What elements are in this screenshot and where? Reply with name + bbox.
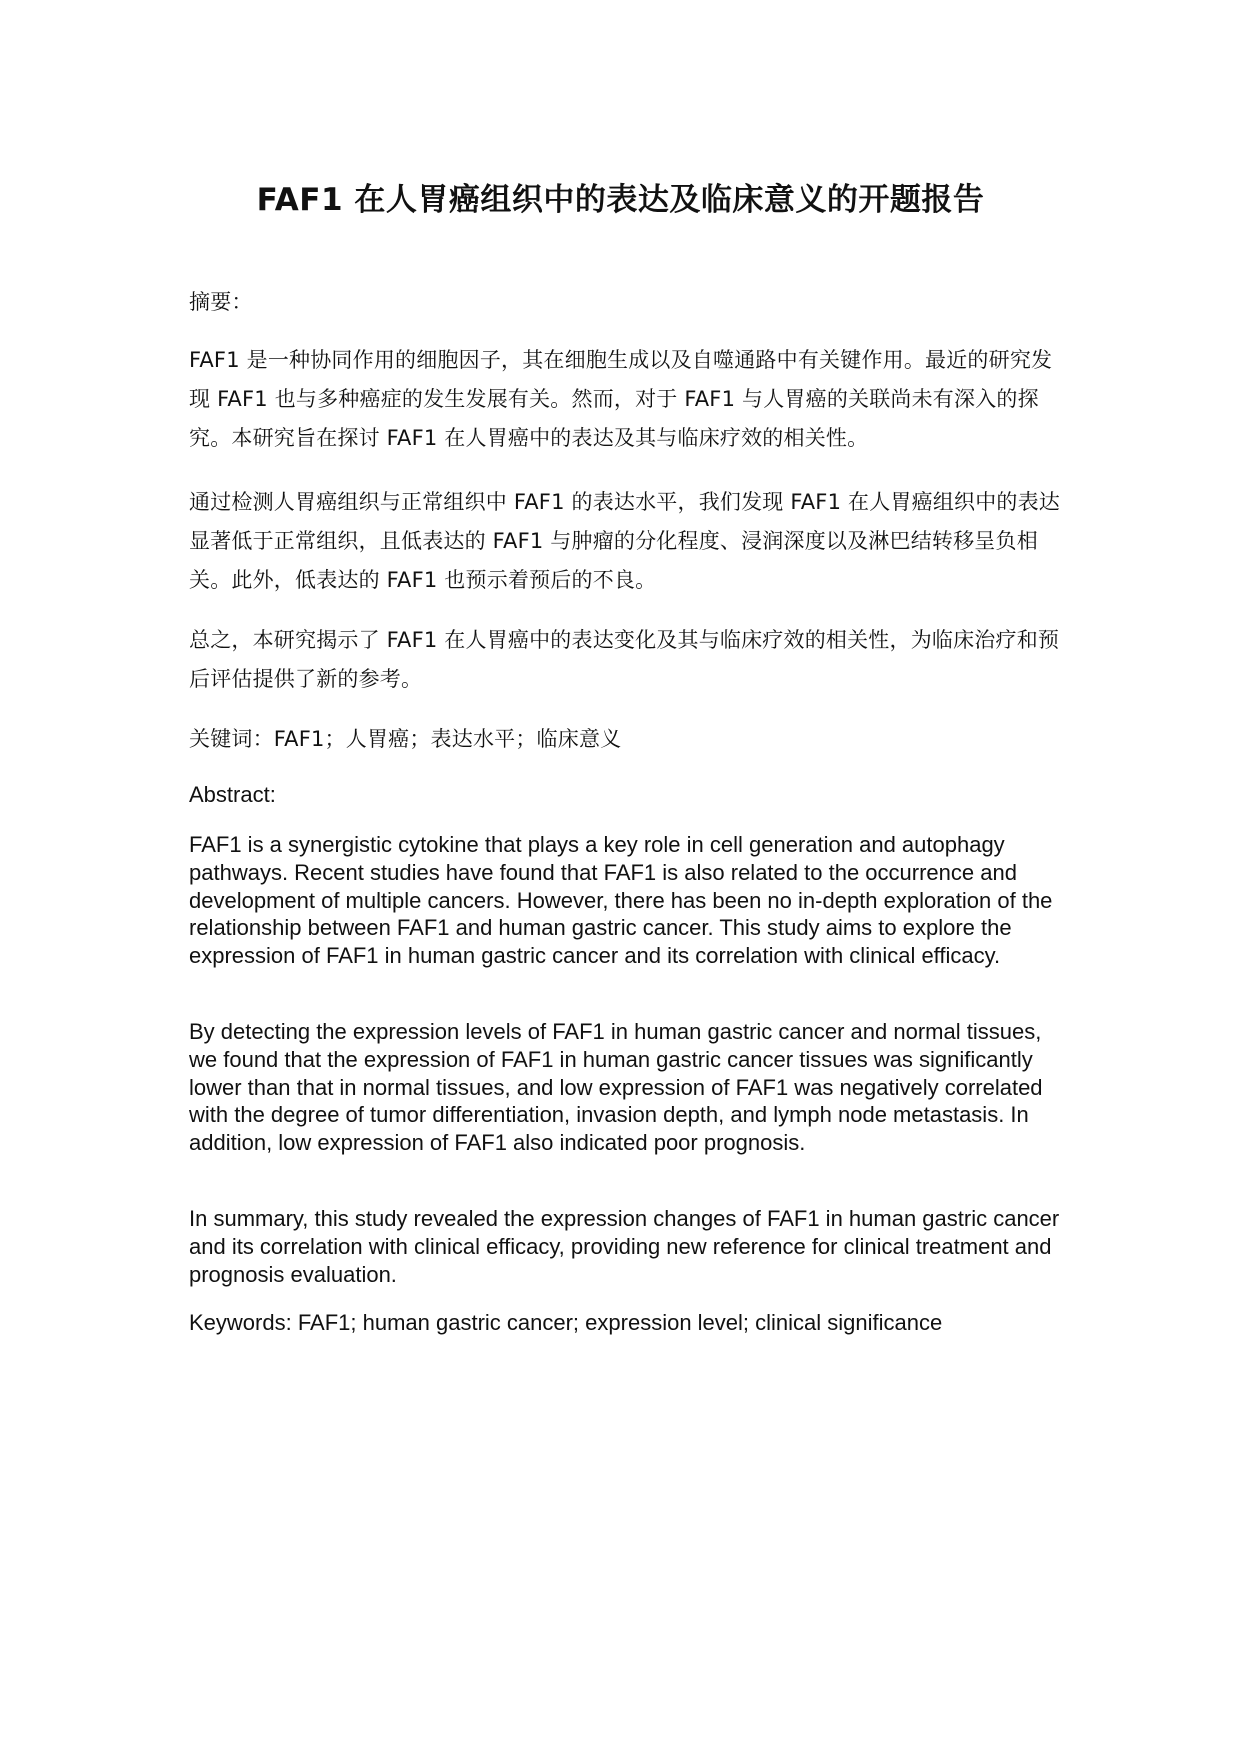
cn-abstract-paragraph-2: 通过检测人胃癌组织与正常组织中 FAF1 的表达水平，我们发现 FAF1 在人胃癌组织中的表达显著低于正常组织，且低表达的 FAF1 与肿瘤的分化程度、浸润深度以及淋巴结转移呈负相关。此外，低表达的 FAF1 也预示着预后的不良。 — [189, 490, 1061, 592]
page-title: FAF1 在人胃癌组织中的表达及临床意义的开题报告 — [256, 182, 985, 218]
en-abstract-heading: Abstract: — [189, 782, 276, 807]
en-abstract-paragraph-3: In summary, this study revealed the expression changes of FAF1 in human gastric cancer and its correlation with clinical efficacy, providing new reference for clinical treatment and prognosis evaluation. — [189, 1206, 1060, 1287]
en-keywords: Keywords: FAF1; human gastric cancer; expression level; clinical significance — [189, 1310, 943, 1335]
en-abstract-paragraph-1: FAF1 is a synergistic cytokine that plays a key role in cell generation and autophagy pathways. Recent studies have found that FAF1 is also related to the occurrence and development of multiple cancers. However, there has been no in-depth exploration of the relationship between FAF1 and human gastric cancer. This study aims to explore the expression of FAF1 in human gastric cancer and its correlation with clinical efficacy. — [189, 832, 1053, 969]
cn-abstract-heading: 摘要： — [189, 290, 253, 314]
cn-keywords: 关键词：FAF1；人胃癌；表达水平；临床意义 — [189, 727, 622, 751]
cn-abstract-paragraph-1: FAF1 是一种协同作用的细胞因子，其在细胞生成以及自噬通路中有关键作用。最近的研究发现 FAF1 也与多种癌症的发生发展有关。然而，对于 FAF1 与人胃癌的关联尚未有深入的探究。本研究旨在探讨 FAF1 在人胃癌中的表达及其与临床疗效的相关性。 — [189, 348, 1053, 450]
en-abstract-paragraph-2: By detecting the expression levels of FAF1 in human gastric cancer and normal tissues, we found that the expression of FAF1 in human gastric cancer tissues was significantly lower than that in normal tissues, and low expression of FAF1 was negatively correlated with the degree of tumor differentiation, invasion depth, and lymph node metastasis. In addition, low expression of FAF1 also indicated poor prognosis. — [189, 1019, 1043, 1156]
cn-abstract-paragraph-3: 总之，本研究揭示了 FAF1 在人胃癌中的表达变化及其与临床疗效的相关性，为临床治疗和预后评估提供了新的参考。 — [189, 628, 1060, 691]
